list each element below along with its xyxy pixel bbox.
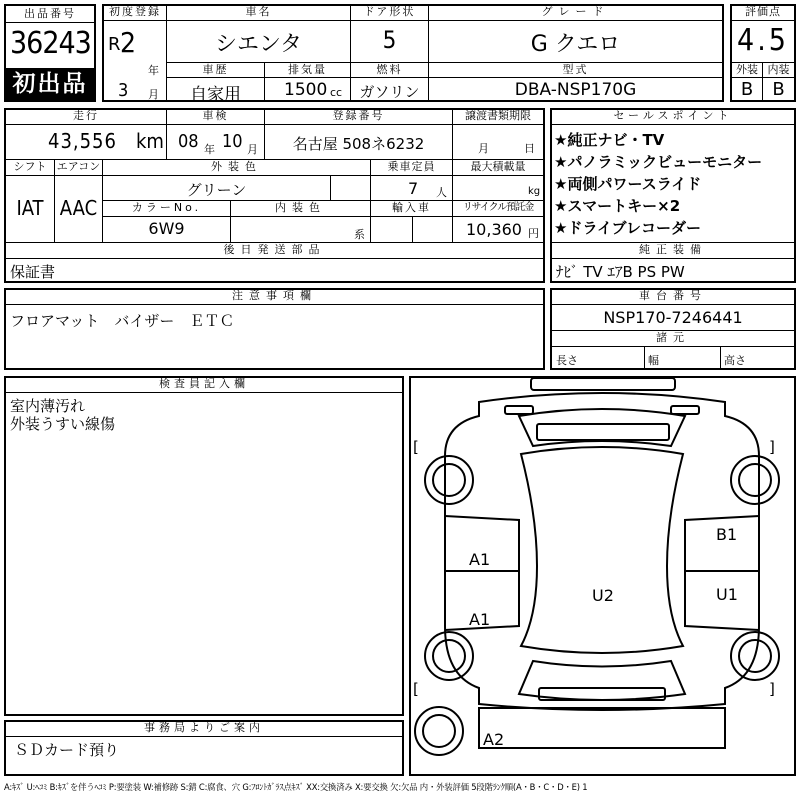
exterior-grade: B	[740, 79, 754, 100]
model-value: DBA-NSP170G	[514, 80, 637, 100]
chassis-value: NSP170-7246441	[603, 308, 743, 327]
displacement-label: 排気量	[288, 63, 327, 76]
lot-number-box	[4, 4, 96, 102]
history-value: 自家用	[190, 85, 241, 105]
notes-value: フロアマット バイザー ＥＴＣ	[10, 312, 235, 330]
lot-number-label: 出品番号	[6, 6, 94, 23]
first-listing-badge: 初出品	[6, 68, 94, 100]
ext-color-value: グリーン	[186, 181, 247, 199]
height-label: 高さ	[724, 354, 746, 367]
reg-month: 3	[118, 80, 129, 101]
ac-value: AAC	[59, 196, 98, 220]
grade-value: G クエロ	[530, 32, 621, 57]
score-value: 4.5	[737, 23, 789, 58]
length-label: 長さ	[556, 354, 578, 367]
bracket-left-front: [	[413, 438, 419, 456]
selling-point-2: ★パノラミックビューモニター	[554, 153, 763, 171]
ext-color-label: 外装色	[211, 160, 262, 173]
history-label: 車歴	[202, 63, 229, 76]
exterior-label: 外装	[736, 63, 758, 76]
int-color-label: 内装色	[275, 201, 326, 214]
inspection-month-unit: 月	[247, 143, 258, 156]
car-name-label: 車名	[245, 5, 272, 18]
yen-unit: 円	[528, 227, 539, 240]
inspector-note-2: 外装うすい線傷	[10, 415, 116, 433]
later-parts-label: 後日発送部品	[223, 243, 326, 256]
interior-label: 内装	[767, 63, 790, 76]
damage-diagram-box	[409, 376, 796, 776]
mileage-label: 走行	[73, 109, 99, 122]
color-no-label: カラーNo.	[131, 201, 202, 214]
damage-mark-right-rear-door: U1	[716, 585, 738, 604]
damage-mark-rear-floor: A2	[483, 730, 505, 749]
damage-mark-left-rear-door: A1	[469, 610, 491, 629]
selling-point-5: ★ドライブレコーダー	[554, 219, 701, 237]
inspector-label: 検査員記入欄	[159, 377, 249, 390]
damage-legend: A:ｷｽﾞ U:ﾍｺﾐ B:ｷｽﾞを伴うﾍｺﾐ P:要塗装 W:補修跡 S:錆 C:腐食、穴 G:ﾌﾛﾝﾄｶﾞﾗｽ点ｷｽﾞ XX:交換済み X:要交換 欠:欠品 内・外装評価 5段階ﾗﾝｸ順(A・B・C・D・E) 1	[4, 782, 588, 792]
inspection-year: 08	[178, 131, 199, 152]
cc-unit: cc	[330, 86, 343, 99]
chassis-label: 車台番号	[639, 289, 707, 302]
bracket-right-rear: ]	[769, 680, 775, 698]
score-label: 評価点	[745, 5, 781, 18]
bracket-right-front: ]	[769, 438, 775, 456]
damage-mark-right-front-door: B1	[716, 525, 738, 544]
mileage-value: 43,556	[48, 129, 117, 153]
inspection-month: 10	[222, 131, 243, 152]
fuel-value: ガソリン	[359, 83, 420, 101]
inspection-label: 車検	[202, 109, 229, 122]
era-letter: R	[108, 34, 121, 55]
max-load-label: 最大積載量	[470, 160, 526, 173]
import-label: 輸入車	[392, 201, 431, 214]
color-no-value: 6W9	[148, 219, 185, 238]
notes-label: 注意事項欄	[232, 289, 317, 302]
office-notice-value: ＳＤカード預り	[14, 741, 120, 759]
transfer-month-unit: 月	[478, 142, 489, 155]
fuel-label: 燃料	[376, 63, 403, 76]
interior-grade: B	[772, 79, 785, 100]
kg-unit: kg	[528, 186, 541, 197]
model-label: 型式	[562, 63, 589, 76]
damage-mark-roof: U2	[592, 586, 614, 605]
selling-point-1: ★純正ナビ・TV	[554, 131, 665, 149]
displacement-value: 1500	[284, 80, 328, 100]
shift-value: IAT	[16, 196, 44, 220]
transfer-doc-label: 譲渡書類期限	[465, 109, 531, 122]
genuine-equip-value: ﾅﾋﾞ TV ｴｱB PS PW	[556, 263, 685, 281]
seats-label: 乗車定員	[387, 160, 436, 173]
year-unit: 年	[148, 64, 159, 77]
damage-mark-left-front-door: A1	[469, 550, 491, 569]
month-unit: 月	[148, 88, 159, 101]
selling-points-label: セールスポイント	[613, 109, 733, 122]
door-value: 5	[382, 26, 397, 54]
grade-label: グレード	[541, 5, 610, 18]
inspector-note-1: 室内薄汚れ	[10, 397, 86, 415]
selling-point-3: ★両側パワースライド	[554, 175, 702, 193]
plate-label: 登録番号	[332, 109, 385, 122]
plate-value: 名古屋 508ネ6232	[292, 135, 425, 153]
recycle-value: 10,360	[466, 220, 522, 239]
selling-point-4: ★スマートキー×2	[554, 197, 681, 215]
office-notice-label: 事務局よりご案内	[144, 721, 264, 734]
seats-unit: 人	[436, 186, 447, 199]
recycle-label: リサイクル預託金	[462, 202, 534, 213]
transfer-day-unit: 日	[524, 142, 535, 155]
width-label: 幅	[648, 354, 659, 367]
door-label: ドア形状	[363, 5, 416, 18]
seats-value: 7	[408, 179, 419, 198]
ac-label: エアコン	[56, 160, 101, 173]
dims-label: 諸元	[656, 331, 690, 344]
genuine-equip-label: 純正装備	[639, 243, 707, 256]
shift-label: シフト	[13, 160, 47, 173]
car-name: シエンタ	[214, 32, 303, 57]
km-unit: km	[136, 129, 164, 153]
lot-number: 36243	[10, 26, 91, 61]
bracket-left-rear: [	[413, 680, 419, 698]
reg-year: 2	[120, 26, 137, 59]
int-color-unit: 系	[354, 228, 365, 241]
inspection-year-unit: 年	[204, 143, 215, 156]
later-parts-value: 保証書	[10, 263, 56, 281]
first-reg-label: 初度登録	[109, 5, 161, 18]
